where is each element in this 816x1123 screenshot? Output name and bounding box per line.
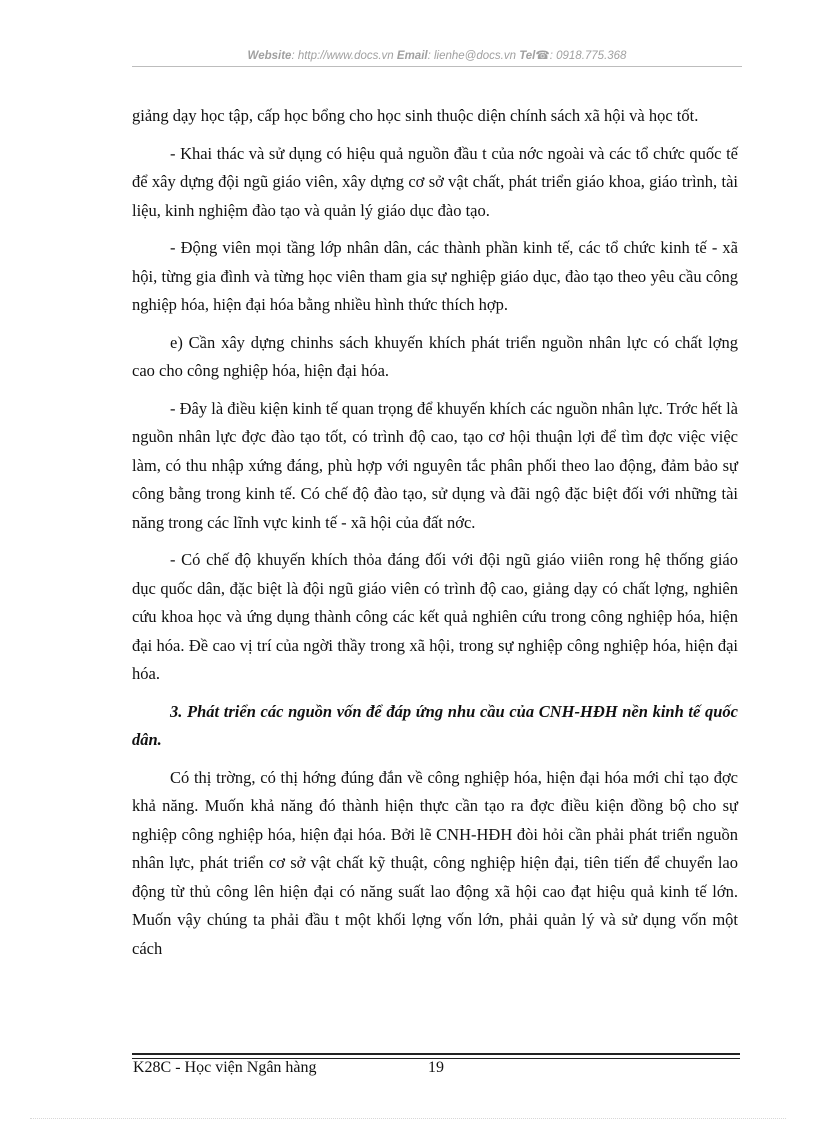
document-body: [132, 102, 738, 972]
tel-label: Tel: [519, 50, 536, 62]
header-divider: [132, 66, 742, 67]
paragraph-8: Có thị trờng, có thị hớng đúng đắn về công nghiệp hóa, hiện đại hóa mới chỉ tạo đợc khả năng. Muốn khả năng đó thành hiện thực cần tạo ra đợc điều kiện đồng bộ cho sự nghiệp công nghiệp hóa, hiện đại hóa. Bởi lẽ CNH-HĐH đòi hỏi cần phải phát triển nguồn nhân lực, phát triển cơ sở vật chất kỹ thuật, công nghiệp hiện đại, tiên tiến để chuyển lao động từ thủ công lên hiện đại có năng suất lao động xã hội cao đạt hiệu quả kinh tế lớn. Muốn vậy chúng ta phải đầu t một khối lợng vốn lớn, phải quản lý và sử dụng vốn một cách: [132, 767, 738, 958]
page-footer: [133, 1059, 444, 1077]
paragraph-5: - Đây là điều kiện kinh tế quan trọng để khuyến khích các nguồn nhân lực. Trớc hết là nguồn nhân lực đợc đào tạo tốt, có trình độ cao, tạo cơ hội thuận lợi để tìm đợc việc việc làm, có thu nhập xứng đáng, phù hợp với nguyên tắc phân phối theo lao động, đảm bảo sự công bằng trong kinh tế. Có chế độ đào tạo, sử dụng và đãi ngộ đặc biệt đối với những tài năng trong các lĩnh vực kinh tế - xã hội của đất nớc.: [132, 398, 738, 532]
website-value: : http://www.docs.vn: [291, 50, 394, 62]
section-heading: 3. Phát triển các nguồn vốn để đáp ứng nhu cầu của CNH-HĐH nền kinh tế quốc dân.: [132, 701, 738, 749]
website-label: Website: [247, 50, 292, 62]
tel-value: ☎: 0918.775.368: [535, 50, 627, 62]
footer-divider-thick: [132, 1053, 740, 1055]
page-header: [132, 48, 742, 62]
paragraph-3: - Động viên mọi tầng lớp nhân dân, các thành phần kinh tế, các tổ chức kinh tế - xã hội, từng gia đình và từng học viên tham gia sự nghiệp giáo dục, đào tạo theo yêu cầu công nghiệp hóa, hiện đại hóa bằng nhiều hình thức thích hợp.: [132, 238, 738, 314]
page-number: 19: [428, 1059, 444, 1076]
paragraph-4: e) Cần xây dựng chinhs sách khuyến khích phát triển nguồn nhân lực có chất lợng cao cho công nghiệp hóa, hiện đại hóa.: [132, 332, 738, 380]
paragraph-6: - Có chế độ khuyến khích thỏa đáng đối với đội ngũ giáo viiên rong hệ thống giáo dục quốc dân, đặc biệt là đội ngũ giáo viên có trình độ cao, giảng dạy có chất lợng, nghiên cứu khoa học và ứng dụng thành công các kết quả nghiên cứu trong công nghiệp hóa, hiện đại hóa. Đề cao vị trí của ngời thầy trong xã hội, trong sự nghiệp công nghiệp hóa, hiện đại hóa.: [132, 550, 738, 683]
paragraph-2: - Khai thác và sử dụng có hiệu quả nguồn đầu t của nớc ngoài và các tổ chức quốc tế để xây dựng đội ngũ giáo viên, xây dựng cơ sở vật chất, phát triển giáo khoa, giáo trình, tài liệu, kinh nghiệm đào tạo và quản lý giáo dục đào tạo.: [132, 143, 738, 220]
email-value: : lienhe@docs.vn: [427, 50, 516, 62]
paragraph-1: giảng dạy học tập, cấp học bổng cho học sinh thuộc diện chính sách xã hội và học tốt.: [132, 106, 699, 125]
footer-text: K28C - Học viện Ngân hàng: [133, 1059, 317, 1076]
page-edge-divider: [30, 1118, 786, 1119]
email-label: Email: [396, 50, 428, 62]
